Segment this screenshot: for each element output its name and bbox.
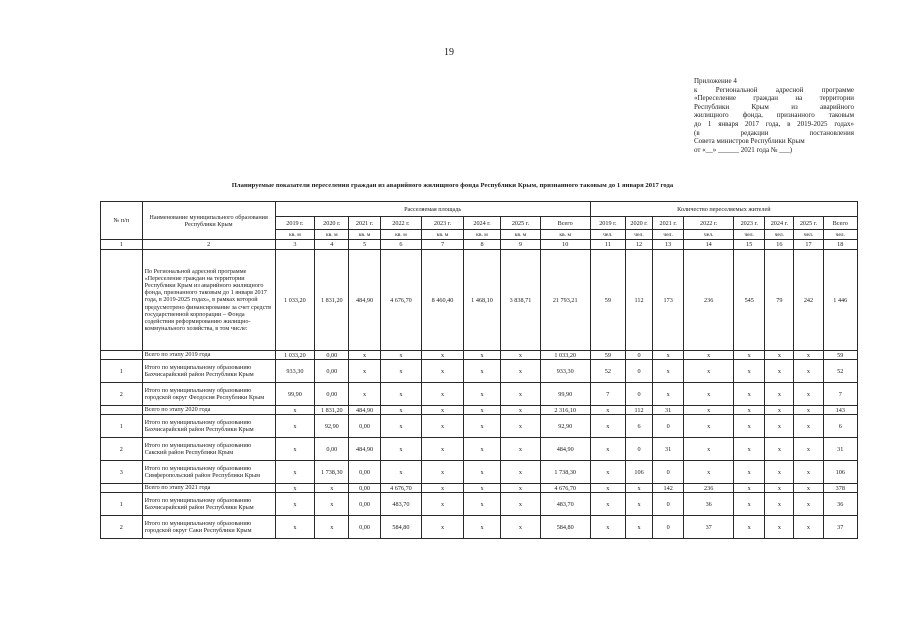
column-number: 10 [540, 240, 590, 250]
row-name: Итого по муниципальному образованию городской округ Феодосия Республики Крым [142, 383, 275, 406]
header-unit: кв. м [275, 230, 315, 240]
data-cell: 0,00 [349, 461, 380, 484]
column-number: 12 [626, 240, 653, 250]
row-name: Всего по этапу 2019 года [142, 351, 275, 360]
data-cell: х [653, 383, 684, 406]
data-cell: 0 [626, 351, 653, 360]
data-cell: х [684, 406, 734, 415]
row-name: Всего по этапу 2021 года [142, 484, 275, 493]
data-cell: х [794, 406, 823, 415]
data-cell: 143 [823, 406, 857, 415]
data-cell: х [626, 516, 653, 539]
data-cell: х [315, 493, 349, 516]
header-year: 2022 г. [380, 217, 422, 230]
data-cell: х [422, 383, 464, 406]
header-unit: чел. [684, 230, 734, 240]
data-cell: х [794, 516, 823, 539]
column-number: 2 [142, 240, 275, 250]
table-row [101, 383, 858, 406]
data-cell: 99,90 [275, 383, 315, 406]
appendix-note [694, 77, 854, 154]
data-cell: х [380, 415, 422, 438]
row-num [101, 484, 143, 493]
data-cell: 378 [823, 484, 857, 493]
data-cell: 0,00 [315, 438, 349, 461]
data-cell: 142 [653, 484, 684, 493]
data-cell: х [422, 415, 464, 438]
table-row [101, 351, 858, 360]
data-cell: х [380, 360, 422, 383]
header-year: 2025 г. [501, 217, 541, 230]
data-cell: 0 [653, 415, 684, 438]
data-cell: 1 033,20 [275, 250, 315, 351]
data-cell: х [765, 383, 794, 406]
header-year: Всего [540, 217, 590, 230]
data-cell: 483,70 [380, 493, 422, 516]
data-cell: х [684, 438, 734, 461]
data-cell: х [734, 461, 765, 484]
data-cell: 484,90 [349, 406, 380, 415]
data-cell: 4 676,70 [540, 484, 590, 493]
data-cell: х [794, 493, 823, 516]
row-num: 1 [101, 493, 143, 516]
column-number: 3 [275, 240, 315, 250]
data-cell: 0 [653, 461, 684, 484]
row-num: 3 [101, 461, 143, 484]
header-unit: чел. [653, 230, 684, 240]
data-cell: х [794, 383, 823, 406]
row-num: 1 [101, 415, 143, 438]
data-cell: 242 [794, 250, 823, 351]
data-cell: 4 676,70 [380, 250, 422, 351]
data-cell: х [275, 484, 315, 493]
appendix-line: жилищного фонда, признанного таковым [694, 111, 854, 120]
data-cell: х [501, 484, 541, 493]
header-num: № п/п [101, 202, 143, 240]
data-cell: 0,00 [349, 516, 380, 539]
data-cell: 21 793,21 [540, 250, 590, 351]
row-name: Итого по муниципальному образованию Бахчисарайский район Республики Крым [142, 360, 275, 383]
column-number: 17 [794, 240, 823, 250]
data-cell: 1 738,30 [315, 461, 349, 484]
header-unit: чел. [626, 230, 653, 240]
row-name: Итого по муниципальному образованию Сакский район Республики Крым [142, 438, 275, 461]
data-cell: х [501, 406, 541, 415]
data-cell: 0,00 [315, 360, 349, 383]
data-cell: х [501, 360, 541, 383]
column-number: 18 [823, 240, 857, 250]
data-cell: 79 [765, 250, 794, 351]
table-row [101, 406, 858, 415]
data-cell: х [653, 351, 684, 360]
appendix-line: от «__» ______ 2021 года № ___) [694, 145, 793, 154]
header-unit: чел. [590, 230, 625, 240]
data-cell: х [275, 461, 315, 484]
data-cell: 0 [626, 360, 653, 383]
data-cell: х [684, 461, 734, 484]
data-cell: х [765, 493, 794, 516]
data-cell: х [380, 351, 422, 360]
data-cell: х [422, 461, 464, 484]
data-cell: х [734, 484, 765, 493]
data-cell: х [734, 360, 765, 383]
header-year: 2021 г. [653, 217, 684, 230]
appendix-line: «Переселение граждан на территории [694, 94, 854, 103]
header-year: 2021 г. [349, 217, 380, 230]
row-name: Всего по этапу 2020 года [142, 406, 275, 415]
data-cell: 36 [823, 493, 857, 516]
row-name: По Региональной адресной программе «Переселение граждан на территории Республики Крым из аварийного жилищного фонда, признанного таковым до 1 января 2017 года, в 2019-2025 годах», в рамках которой предусмотрено финансирование за счет средств государственной корпорации – Фонда содействия реформированию жилищно-коммунального хозяйства, в том числе: [142, 250, 275, 351]
data-cell: 59 [823, 351, 857, 360]
data-cell: х [275, 406, 315, 415]
data-cell: 112 [626, 406, 653, 415]
header-unit: кв. м [422, 230, 464, 240]
data-cell: 6 [626, 415, 653, 438]
appendix-line: Совета министров Республики Крым [694, 137, 805, 146]
data-cell: х [422, 360, 464, 383]
header-unit: кв. м [463, 230, 500, 240]
data-cell: 52 [823, 360, 857, 383]
row-name: Итого по муниципальному образованию Бахчисарайский район Республики Крым [142, 493, 275, 516]
data-cell: х [765, 461, 794, 484]
data-cell: х [463, 493, 500, 516]
data-cell: х [734, 493, 765, 516]
data-cell: х [794, 484, 823, 493]
column-number: 14 [684, 240, 734, 250]
data-cell: 484,90 [349, 438, 380, 461]
data-cell: 545 [734, 250, 765, 351]
header-year: 2023 г. [422, 217, 464, 230]
data-cell: 92,90 [315, 415, 349, 438]
header-people-group: Количество переселяемых жителей [590, 202, 857, 217]
data-cell: 0,00 [349, 484, 380, 493]
data-cell: 36 [684, 493, 734, 516]
data-cell: 1 831,20 [315, 406, 349, 415]
row-num [101, 250, 143, 351]
data-cell: х [422, 438, 464, 461]
header-unit: чел. [765, 230, 794, 240]
table-row [101, 516, 858, 539]
table-row [101, 484, 858, 493]
data-cell: х [463, 438, 500, 461]
data-cell: 1 446 [823, 250, 857, 351]
column-number: 9 [501, 240, 541, 250]
header-year: 2019 г. [590, 217, 625, 230]
data-cell: х [380, 461, 422, 484]
data-cell: х [275, 415, 315, 438]
data-cell: 31 [823, 438, 857, 461]
data-cell: х [501, 438, 541, 461]
data-cell: х [765, 484, 794, 493]
data-cell: х [734, 383, 765, 406]
data-cell: х [684, 383, 734, 406]
data-cell: 1 033,20 [275, 351, 315, 360]
data-cell: 0 [653, 516, 684, 539]
row-name: Итого по муниципальному образованию Симферопольский район Республики Крым [142, 461, 275, 484]
data-cell: 0 [653, 493, 684, 516]
data-cell: 236 [684, 250, 734, 351]
table-row [101, 415, 858, 438]
document-title: Планируемые показатели переселения граждан из аварийного жилищного фонда Республики Крым, признанного таковым до 1 января 2017 года [231, 182, 674, 189]
header-year: 2023 г. [734, 217, 765, 230]
header-unit: кв. м [501, 230, 541, 240]
table-row [101, 360, 858, 383]
column-number: 16 [765, 240, 794, 250]
data-cell: 0,00 [349, 415, 380, 438]
header-year: 2025 г. [794, 217, 823, 230]
header-year: 2022 г. [684, 217, 734, 230]
data-cell: х [501, 493, 541, 516]
data-cell: х [349, 383, 380, 406]
data-cell: 584,80 [380, 516, 422, 539]
data-cell: 3 838,71 [501, 250, 541, 351]
header-unit: кв. м [380, 230, 422, 240]
data-cell: 933,30 [275, 360, 315, 383]
data-cell: х [590, 461, 625, 484]
row-name: Итого по муниципальному образованию городской округ Саки Республики Крым [142, 516, 275, 539]
data-cell: 7 [590, 383, 625, 406]
data-cell: х [590, 406, 625, 415]
data-cell: х [684, 360, 734, 383]
data-cell: х [463, 516, 500, 539]
header-year: 2024 г. [463, 217, 500, 230]
data-cell: х [380, 438, 422, 461]
data-cell: 584,80 [540, 516, 590, 539]
data-cell: х [501, 516, 541, 539]
column-number: 13 [653, 240, 684, 250]
data-cell: 1 033,20 [540, 351, 590, 360]
row-num: 1 [101, 360, 143, 383]
row-num [101, 406, 143, 415]
data-cell: х [794, 461, 823, 484]
data-cell: х [734, 351, 765, 360]
data-cell: 52 [590, 360, 625, 383]
row-num: 2 [101, 516, 143, 539]
appendix-line: (в редакции постановления [694, 128, 854, 137]
data-cell: х [463, 415, 500, 438]
data-cell: 37 [684, 516, 734, 539]
table-row [101, 461, 858, 484]
header-unit: чел. [794, 230, 823, 240]
data-cell: 0 [626, 438, 653, 461]
data-cell: х [422, 493, 464, 516]
data-cell: х [590, 438, 625, 461]
data-cell: х [463, 383, 500, 406]
data-cell: х [501, 461, 541, 484]
header-area-group: Расселяемая площадь [275, 202, 590, 217]
data-cell: 0,00 [349, 493, 380, 516]
header-unit: кв. м [315, 230, 349, 240]
data-cell: 99,90 [540, 383, 590, 406]
data-cell: 236 [684, 484, 734, 493]
page-number: 19 [444, 47, 454, 58]
header-year: 2024 г. [765, 217, 794, 230]
data-cell: х [590, 484, 625, 493]
header-year: 2019 г. [275, 217, 315, 230]
data-cell: 1 468,10 [463, 250, 500, 351]
data-cell: х [684, 351, 734, 360]
data-cell: х [315, 484, 349, 493]
data-cell: 59 [590, 351, 625, 360]
appendix-line: до 1 января 2017 года, в 2019-2025 годах» [694, 119, 854, 128]
column-number: 6 [380, 240, 422, 250]
data-cell: х [653, 360, 684, 383]
data-cell: 8 460,40 [422, 250, 464, 351]
header-unit: чел. [823, 230, 857, 240]
data-cell: 92,90 [540, 415, 590, 438]
data-cell: х [463, 461, 500, 484]
row-num: 2 [101, 438, 143, 461]
header-year: 2020 г. [315, 217, 349, 230]
data-cell: х [626, 484, 653, 493]
appendix-line: Республики Крым из аварийного [694, 102, 854, 111]
data-cell: х [380, 406, 422, 415]
data-cell: 173 [653, 250, 684, 351]
data-cell: 112 [626, 250, 653, 351]
table-row [101, 250, 858, 351]
data-cell: х [501, 351, 541, 360]
data-cell: х [422, 516, 464, 539]
data-cell: х [422, 351, 464, 360]
data-cell: 106 [823, 461, 857, 484]
appendix-line: к Региональной адресной программе [694, 85, 854, 94]
data-cell: х [275, 516, 315, 539]
data-cell: х [794, 360, 823, 383]
data-cell: х [590, 415, 625, 438]
data-cell: 0,00 [315, 383, 349, 406]
data-cell: х [765, 406, 794, 415]
data-cell: 0 [626, 383, 653, 406]
data-cell: х [349, 351, 380, 360]
row-num: 2 [101, 383, 143, 406]
data-cell: х [734, 406, 765, 415]
data-cell: х [463, 484, 500, 493]
data-cell: 4 676,70 [380, 484, 422, 493]
column-number: 1 [101, 240, 143, 250]
data-cell: х [734, 516, 765, 539]
data-cell: х [765, 438, 794, 461]
appendix-line: Приложение 4 [694, 77, 737, 85]
data-cell: 1 738,30 [540, 461, 590, 484]
data-cell: х [765, 360, 794, 383]
data-cell: 933,30 [540, 360, 590, 383]
data-cell: х [315, 516, 349, 539]
data-cell: 484,90 [349, 250, 380, 351]
data-cell: х [463, 351, 500, 360]
table-row [101, 493, 858, 516]
data-cell: х [794, 351, 823, 360]
header-year: Всего [823, 217, 857, 230]
data-cell: х [501, 383, 541, 406]
header-year: 2020 г. [626, 217, 653, 230]
data-cell: х [380, 383, 422, 406]
column-number: 5 [349, 240, 380, 250]
data-cell: 106 [626, 461, 653, 484]
data-cell: 7 [823, 383, 857, 406]
column-number: 15 [734, 240, 765, 250]
row-name: Итого по муниципальному образованию Бахчисарайский район Республики Крым [142, 415, 275, 438]
data-cell: х [463, 360, 500, 383]
header-unit: кв. м [349, 230, 380, 240]
data-cell: х [765, 516, 794, 539]
data-cell: 0,00 [315, 351, 349, 360]
column-number: 8 [463, 240, 500, 250]
data-cell: 31 [653, 406, 684, 415]
data-cell: х [765, 351, 794, 360]
data-cell: х [275, 493, 315, 516]
data-cell: 484,90 [540, 438, 590, 461]
data-cell: х [590, 516, 625, 539]
data-cell: х [794, 438, 823, 461]
data-cell: 1 831,20 [315, 250, 349, 351]
data-cell: 6 [823, 415, 857, 438]
data-cell: х [422, 484, 464, 493]
data-cell: х [734, 415, 765, 438]
data-cell: х [794, 415, 823, 438]
data-cell: х [590, 493, 625, 516]
data-cell: х [463, 406, 500, 415]
header-name: Наименование муниципального образования Республики Крым [142, 202, 275, 240]
data-cell: 31 [653, 438, 684, 461]
row-num [101, 351, 143, 360]
column-number: 11 [590, 240, 625, 250]
data-cell: 59 [590, 250, 625, 351]
data-cell: х [275, 438, 315, 461]
data-cell: х [626, 493, 653, 516]
column-number: 7 [422, 240, 464, 250]
data-cell: 483,70 [540, 493, 590, 516]
data-cell: х [734, 438, 765, 461]
header-unit: кв. м [540, 230, 590, 240]
data-cell: х [349, 360, 380, 383]
header-unit: чел. [734, 230, 765, 240]
resettlement-table [100, 201, 858, 539]
data-cell: 2 316,10 [540, 406, 590, 415]
data-cell: х [684, 415, 734, 438]
table-row [101, 438, 858, 461]
data-cell: х [765, 415, 794, 438]
data-cell: х [422, 406, 464, 415]
column-number: 4 [315, 240, 349, 250]
data-cell: 37 [823, 516, 857, 539]
data-cell: х [501, 415, 541, 438]
